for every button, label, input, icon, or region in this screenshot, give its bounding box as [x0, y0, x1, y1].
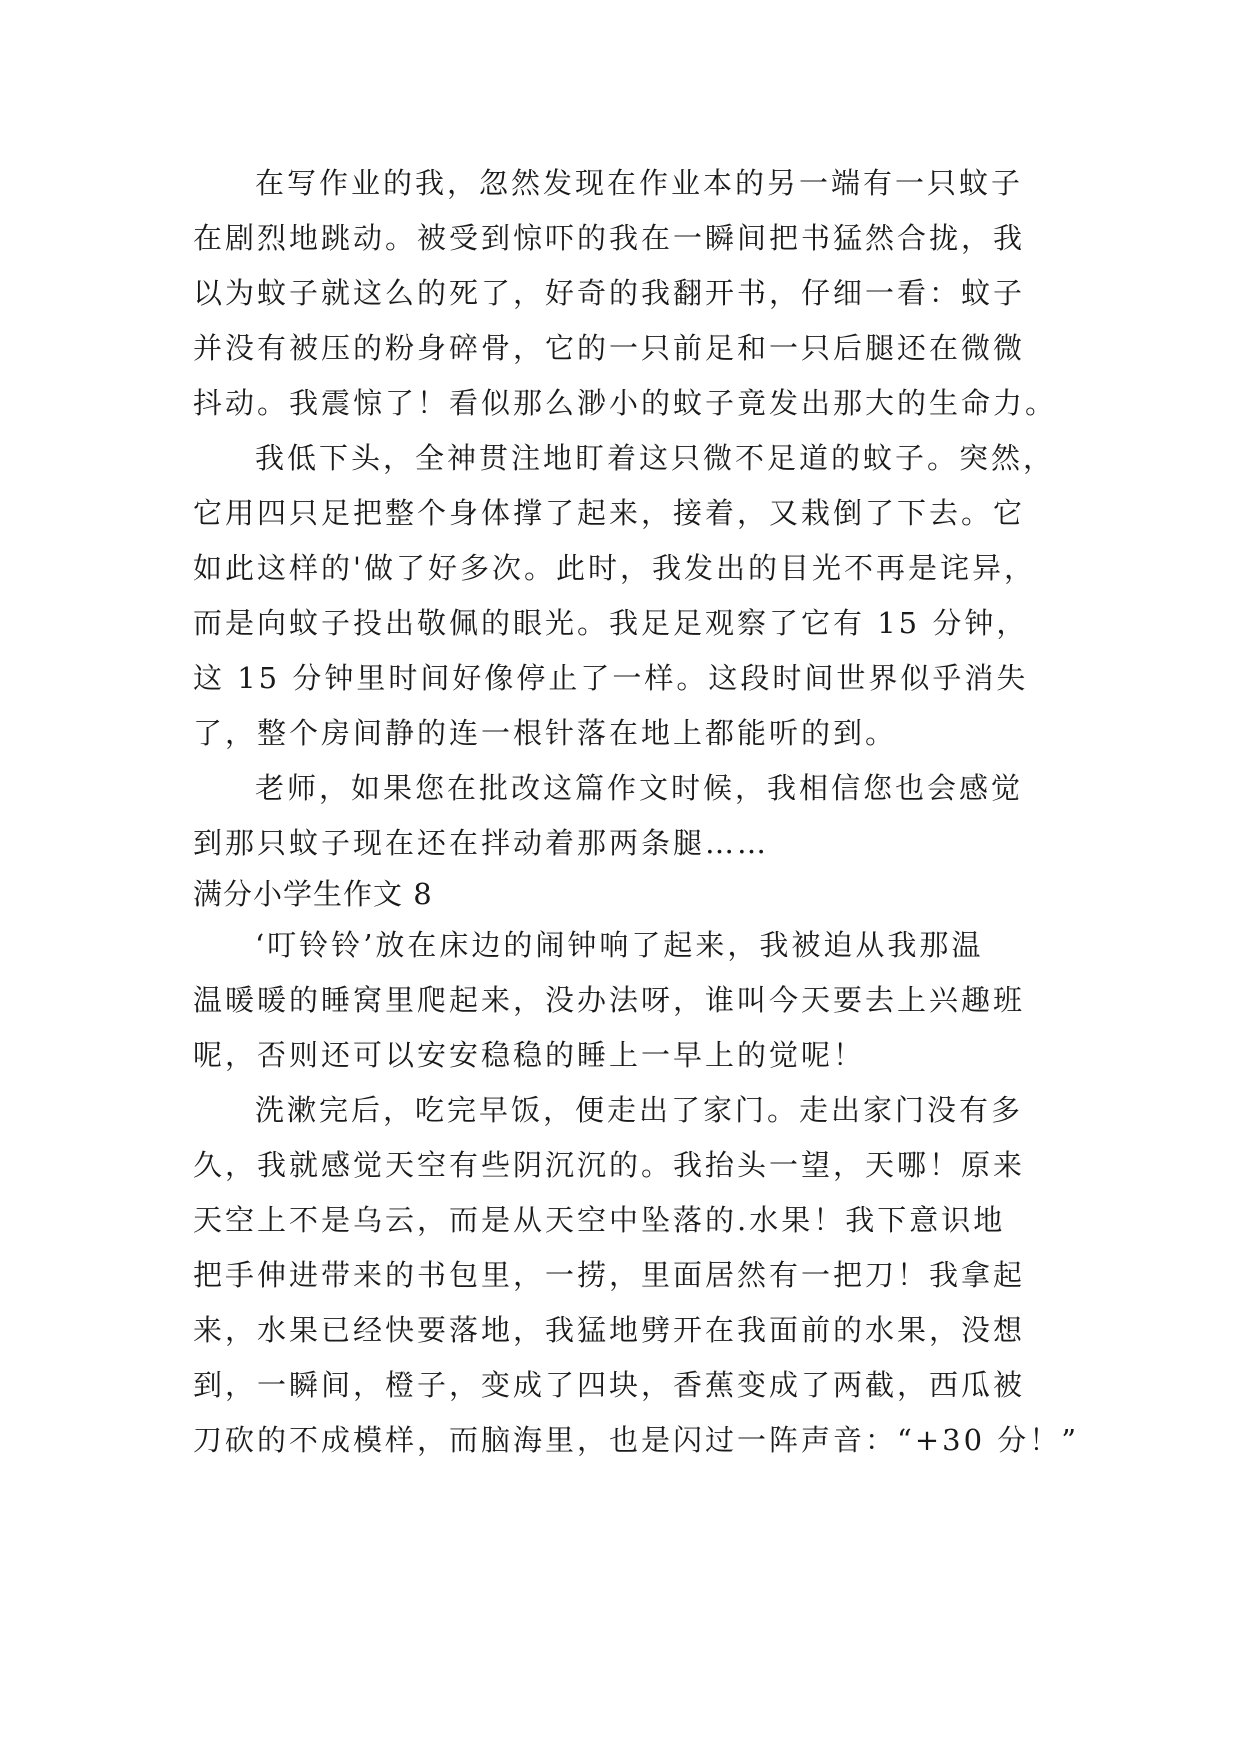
text-line: 刀砍的不成模样，而脑海里，也是闪过一阵声音：“+30 分！”: [193, 1423, 1080, 1457]
text-line: 这 15 分钟里时间好像停止了一样。这段时间世界似乎消失: [193, 661, 1029, 695]
text-line: 我低下头，全神贯注地盯着这只微不足道的蚊子。突然，: [255, 441, 1056, 475]
paragraph-1: [193, 156, 1058, 431]
text-line: 天空上不是乌云，而是从天空中坠落的.水果！我下意识地: [193, 1203, 1006, 1237]
text-line: 来，水果已经快要落地，我猛地劈开在我面前的水果，没想: [193, 1313, 1026, 1347]
text-line: 抖动。我震惊了！看似那么渺小的蚊子竟发出那大的生命力。: [193, 386, 1058, 420]
text-line: 并没有被压的粉身碎骨，它的一只前足和一只后腿还在微微: [193, 331, 1026, 365]
text-line: 呢，否则还可以安安稳稳的睡上一早上的觉呢！: [193, 1038, 866, 1072]
text-line: 洗漱完后，吃完早饭，便走出了家门。走出家门没有多: [255, 1093, 1024, 1127]
text-line: 温暖暖的睡窝里爬起来，没办法呀，谁叫今天要去上兴趣班: [193, 983, 1026, 1017]
text-line: 而是向蚊子投出敬佩的眼光。我足足观察了它有 15 分钟，: [193, 606, 1029, 640]
text-line: 以为蚊子就这么的死了，好奇的我翻开书，仔细一看：蚊子: [193, 276, 1026, 310]
text-line: 到那只蚊子现在还在拌动着那两条腿……: [193, 826, 770, 860]
text-line: 如此这样的'做了好多次。此时，我发出的目光不再是诧异，: [193, 551, 1036, 585]
text-line: 它用四只足把整个身体撑了起来，接着，又栽倒了下去。它: [193, 496, 1026, 530]
text-line: 把手伸进带来的书包里，一捞，里面居然有一把刀！我拿起: [193, 1258, 1026, 1292]
text-line: 在写作业的我，忽然发现在作业本的另一端有一只蚊子: [255, 166, 1024, 200]
text-line: 久，我就感觉天空有些阴沉沉的。我抬头一望，天哪！原来: [193, 1148, 1026, 1182]
text-line: 了，整个房间静的连一根针落在地上都能听的到。: [193, 716, 898, 750]
paragraph-4: [193, 918, 1053, 1083]
paragraph-3: [193, 761, 1053, 871]
text-line: ‘叮铃铃’放在床边的闹钟响了起来，我被迫从我那温: [255, 928, 984, 962]
text-line: 老师，如果您在批改这篇作文时候，我相信您也会感觉: [255, 771, 1024, 805]
section-title: 满分小学生作文 8: [193, 877, 433, 911]
paragraph-2: [193, 431, 1056, 761]
text-line: 到，一瞬间，橙子，变成了四块，香蕉变成了两截，西瓜被: [193, 1368, 1026, 1402]
paragraph-5: [193, 1083, 1080, 1468]
text-line: 在剧烈地跳动。被受到惊吓的我在一瞬间把书猛然合拢，我: [193, 221, 1026, 255]
document-body: [193, 156, 1080, 1468]
